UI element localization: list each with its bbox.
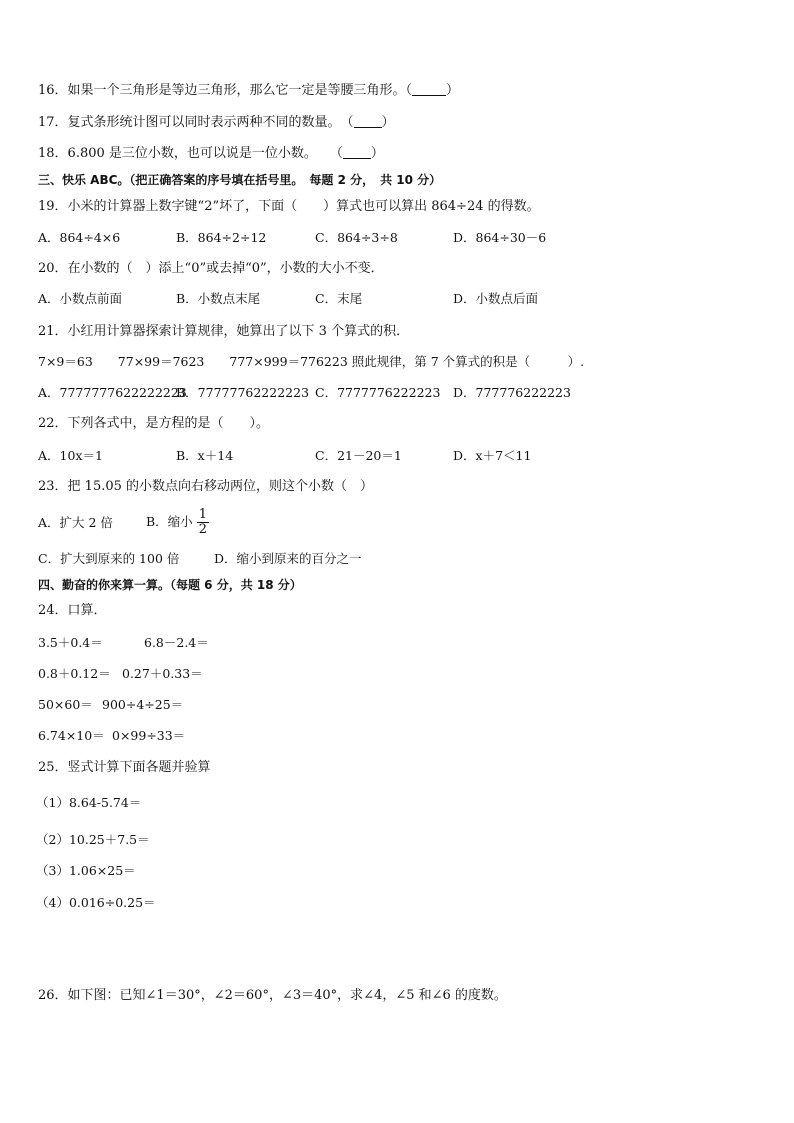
question-22-stem: 22．下列各式中，是方程的是（ ）。	[38, 416, 270, 431]
section-4-heading: 四、勤奋的你来算一算。（每题 6 分，共 18 分）	[38, 578, 302, 592]
q20-option-a[interactable]: A．小数点前面	[38, 291, 123, 306]
q21-option-b[interactable]: B．77777762222223	[176, 385, 310, 400]
question-23-stem: 23．把 15.05 的小数点向右移动两位，则这个小数（ ）	[38, 479, 374, 494]
q25-part-3: （3）1.06×25＝	[36, 863, 136, 878]
q20-option-d[interactable]: D．小数点后面	[453, 291, 539, 306]
q20-option-c[interactable]: C．末尾	[315, 291, 363, 306]
answer-blank-17[interactable]	[354, 114, 382, 128]
answer-blank-16[interactable]	[412, 82, 446, 96]
q22-option-c[interactable]: C．21－20＝1	[315, 448, 402, 463]
q24-item-1b: 6.8－2.4＝	[144, 635, 209, 650]
question-21-stem: 21．小红用计算器探索计算规律，她算出了以下 3 个算式的积．	[38, 324, 410, 339]
question-21-pattern: 7×9＝63 77×99＝7623 777×999＝776223 照此规律，第 7 个算式的积是（ ）.	[38, 354, 585, 369]
q23-option-b[interactable]: B．缩小 $\frac{1}{2}$	[146, 507, 207, 537]
q21-option-d[interactable]: D．777776222223	[453, 385, 571, 400]
question-17: 17．复式条形统计图可以同时表示两种不同的数量。 （ ）	[38, 115, 395, 130]
q23-option-d[interactable]: D．缩小到原来的百分之一	[214, 551, 362, 566]
q24-item-3a: 50×60＝	[38, 697, 93, 712]
q25-part-4: （4）0.016÷0.25＝	[36, 895, 156, 910]
question-20-stem: 20．在小数的（ ）添上“0”或去掉“0”，小数的大小不变．	[38, 261, 384, 276]
q24-item-3b: 900÷4÷25＝	[102, 697, 184, 712]
q24-item-2a: 0.8＋0.12＝	[38, 666, 111, 681]
q24-item-2b: 0.27＋0.33＝	[122, 666, 203, 681]
answer-blank-18[interactable]	[343, 145, 371, 159]
q19-option-d[interactable]: D．864÷30－6	[453, 230, 547, 245]
q24-item-4b: 0×99÷33＝	[112, 728, 186, 743]
q23-option-c[interactable]: C．扩大到原来的 100 倍	[38, 551, 180, 566]
question-24-stem: 24．口算．	[38, 603, 107, 618]
question-18: 18．6.800 是三位小数，也可以说是一位小数。 （ ）	[38, 146, 384, 161]
q19-option-b[interactable]: B．864÷2÷12	[176, 230, 267, 245]
question-26-stem: 26．如下图：已知∠1＝30°，∠2＝60°，∠3＝40°，求∠4，∠5 和∠6 的度数。	[38, 988, 507, 1003]
q19-option-c[interactable]: C．864÷3÷8	[315, 230, 398, 245]
fraction-one-half: $\frac{1}{2}$	[198, 507, 207, 537]
question-19-stem: 19．小米的计算器上数字键“2”坏了，下面（ ）算式也可以算出 864÷24 的得数。	[38, 199, 540, 214]
q21-option-a[interactable]: A．7777777622222223	[38, 385, 187, 400]
q22-option-d[interactable]: D．x＋7＜11	[453, 448, 532, 463]
q25-part-2: （2）10.25＋7.5＝	[36, 832, 150, 847]
q19-option-a[interactable]: A．864÷4×6	[38, 230, 121, 245]
q22-option-b[interactable]: B．x＋14	[176, 448, 234, 463]
q21-option-c[interactable]: C．7777776222223	[315, 385, 441, 400]
q23-option-a[interactable]: A．扩大 2 倍	[38, 515, 113, 530]
q24-item-4a: 6.74×10＝	[38, 728, 105, 743]
q20-option-b[interactable]: B．小数点末尾	[176, 291, 261, 306]
q22-option-a[interactable]: A．10x＝1	[38, 448, 103, 463]
section-3-heading: 三、快乐 ABC。（把正确答案的序号填在括号里。 每题 2 分， 共 10 分）	[38, 173, 442, 187]
question-16: 16．如果一个三角形是等边三角形，那么它一定是等腰三角形。（ ）	[38, 83, 460, 98]
question-25-stem: 25．竖式计算下面各题并验算	[38, 760, 211, 775]
q25-part-1: （1）8.64-5.74＝	[36, 795, 142, 810]
q24-item-1a: 3.5＋0.4＝	[38, 635, 103, 650]
